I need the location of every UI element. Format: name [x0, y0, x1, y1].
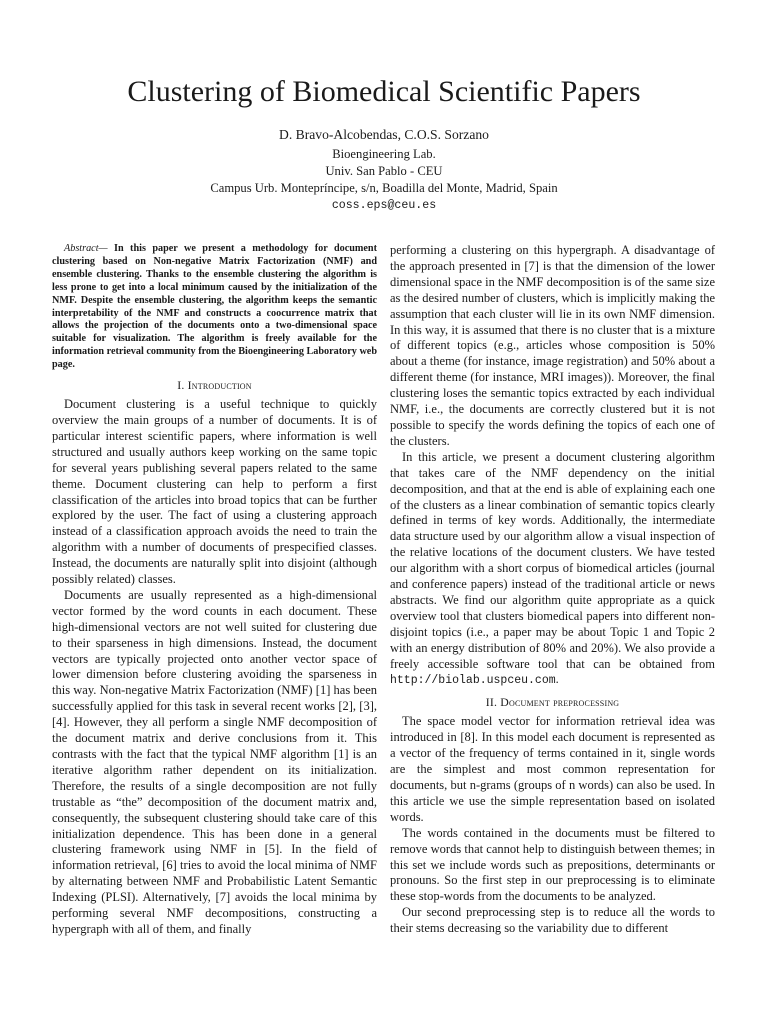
author-block	[0, 126, 768, 214]
paper-title: Clustering of Biomedical Scientific Papers	[127, 75, 641, 108]
intro-paragraph-3-end: .	[555, 672, 559, 687]
author-names: D. Bravo-Alcobendas, C.O.S. Sorzano	[279, 127, 489, 142]
abstract-lead: Abstract—	[64, 243, 108, 254]
author-email: coss.eps@ceu.es	[331, 199, 437, 213]
preprocessing-paragraph-1: The space model vector for information retrieval idea was introduced in [8]. In this model each document is represented as a vector of the frequency of terms contained in it, single words are the simplest and most common representation for documents, but n-grams (groups of n words) can also be used. In this article we use the simple representation based on isolated words.	[390, 714, 715, 824]
intro-paragraph-2: Documents are usually represented as a high-dimensional vector formed by the word counts in each document. These high-dimensional vectors are not well suited for clustering due to their sparseness in high dimensions. Instead, the document vectors are typically projected onto another vector space of lower dimension before clustering avoiding the sparseness in this way. Non-negative Matrix Factorization (NMF) [1] has been successfully applied for this task in several recent works [2], [3], [4]. However, they all perform a single NMF decomposition of the document matrix and derive conclusions from it. This contrasts with the fact that the typical NMF algorithm [1] is an iterative algorithm rather dependent on its initialization. Therefore, the results of a single decomposition are not fully trustable as “the” decomposition of the document matrix and, consequently, the subsequent clustering should take care of this initialization dependence. This has been done in a general clustering framework using NMF in [5]. In the field of information retrieval, [6] tries to avoid the local minima of NMF by alternating between NMF and Probabilistic Latent Semantic Indexing (PLSI). Alternatively, [7] avoids the local minima by performing several NMF decompositions, constructing a hypergraph with all of them, and finally	[52, 587, 377, 936]
preprocessing-paragraph-3: Our second preprocessing step is to reduce all the words to their stems decreasing so the variability due to different	[390, 905, 715, 936]
abstract-text: In this paper we present a methodology for document clustering based on Non-negative Matrix Factorization (NMF) and ensemble clustering. Thanks to the ensemble clustering the algorithm is less prone to get into a local minimum caused by the initialization of the NMF. Despite the ensemble clustering, the algorithm keeps the semantic interpretability of the NMF and constructs a coocurrence matrix that allows the projection of the documents onto a two-dimensional space suitable for visualization. The algorithm is freely available for the information retrieval community from the Bioengineering Laboratory web page.	[52, 243, 377, 371]
abstract	[52, 243, 377, 372]
author-lab: Bioengineering Lab.	[332, 146, 436, 161]
author-address: Campus Urb. Montepríncipe, s/n, Boadilla del Monte, Madrid, Spain	[210, 180, 558, 195]
intro-paragraph-2-continued: performing a clustering on this hypergraph. A disadvantage of the approach presented in [7] is that the dimension of the lower dimensional space in the NMF decomposition is of the same size as the desired number of clusters, which is implicitly making the assumption that each cluster will lie in its own NMF dimension. In this way, it is assumed that there is no cluster that is a mixture of different topics (e.g., articles whose composition is 50% about a theme (for instance, image registration) and 50% about a different theme (for instance, MRI images)). Moreover, the final clustering loses the semantic topics extracted by each individual NMF, i.e., the documents are correctly clustered but it is not possible to specify the words defining the topics of each one of the clusters.	[390, 243, 715, 448]
software-url[interactable]: http://biolab.uspceu.com	[390, 674, 556, 688]
left-column	[52, 243, 377, 938]
section-heading-introduction: I. Introduction	[177, 378, 252, 393]
intro-paragraph-3-text: In this article, we present a document clustering algorithm that takes care of the NMF dependency on the initial decomposition, and that at the end is able of explaining each one of the clusters as a linear combination of semantic topics clearly defined in terms of key words. Additionally, the intermediate data structure used by our algorithm allow a visual inspection of the relative locations of the document clusters. We have tested our algorithm with a short corpus of biomedical articles (journal and conference papers) instead of the traditional article or news abstracts. We find our algorithm quite appropriate as a quick overview tool that clusters biomedical papers into different non-disjoint topics (i.e., a paper may be about Topic 1 and Topic 2 with an energy distribution of 80% and 20%). We also provide a freely accessible software tool that can be obtained from	[390, 449, 715, 671]
preprocessing-paragraph-2: The words contained in the documents must be filtered to remove words that cannot help to distinguish between themes; in this set we include words such as prepositions, determinants or pronouns. So the first step in our preprocessing is to eliminate these stop-words from the documents to be analyzed.	[390, 825, 715, 904]
author-university: Univ. San Pablo - CEU	[325, 163, 443, 178]
intro-paragraph-3	[390, 450, 715, 690]
intro-paragraph-1: Document clustering is a useful technique to quickly overview the main groups of a number of documents. It is of particular interest scientific papers, where information is well structured and usually authors keep working on the same topic for several years publishing several papers related to the same theme. Document clustering can help to perform a first classification of the articles into broad topics that can be further explored by the user. The fact of using a clustering approach instead of a classification approach avoids the need to train the algorithm with a number of documents of prespecified classes. Instead, the documents are naturally split into disjoint (although possibly related) classes.	[52, 397, 377, 587]
right-column	[390, 243, 715, 937]
section-heading-document-preprocessing: II. Document preprocessing	[485, 695, 620, 710]
